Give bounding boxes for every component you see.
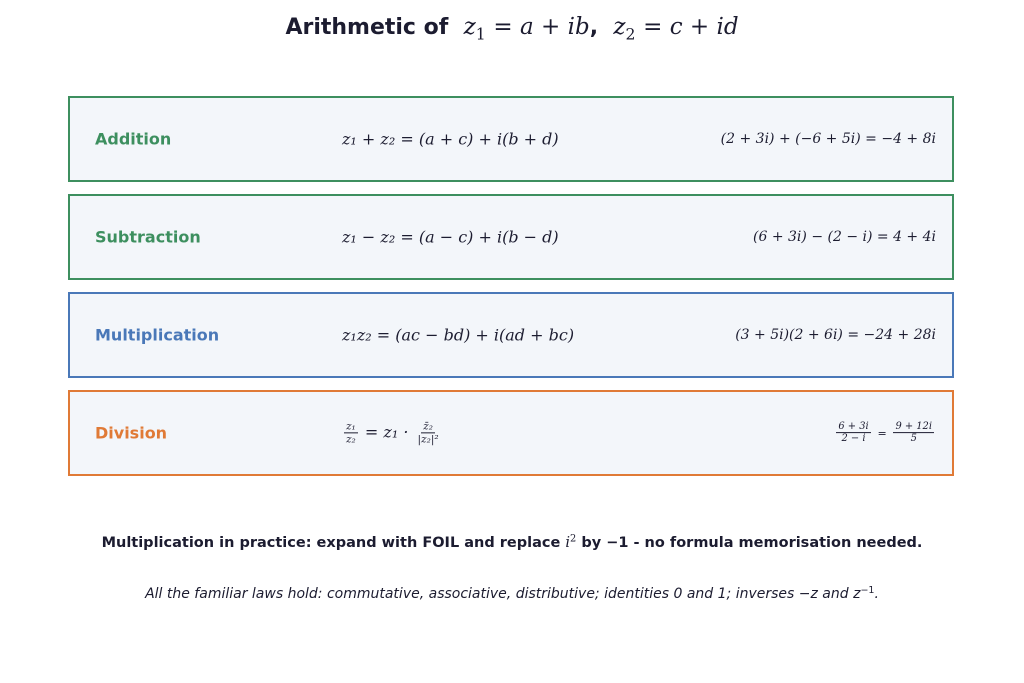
operation-formula: z₁ + z₂ = (a + c) + i(b + d) xyxy=(342,129,559,149)
title-z1-rhs: = a + ib xyxy=(493,14,590,40)
i-symbol: $i^2$ xyxy=(565,533,577,551)
example-fraction: $\frac{6 + 3i}{2 - i}$ xyxy=(838,421,869,445)
formula-fraction-conjugate: $\frac{\text{z̄₂}}{\text{|z₂|²}}$ xyxy=(417,420,439,446)
laws-note: All the familiar laws hold: commutative, associative, distributive; identities 0 and 1; inverses −z and $z^{-1}$. xyxy=(145,584,879,602)
multiplication-note: Multiplication in practice: expand with FOIL and replace $i^2$ by −1 - no formula memorisation needed. xyxy=(101,533,923,551)
operation-example: (2 + 3i) + (−6 + 5i) = −4 + 8i xyxy=(720,131,936,147)
example-fraction-result: $\frac{9 + 12i}{5}$ xyxy=(895,421,932,445)
formula-middle: = z₁ · xyxy=(364,422,409,442)
title-prefix: Arithmetic of xyxy=(285,15,449,40)
formula-fraction: $\frac{\text{z₁}}{\text{z₂}}$ xyxy=(346,420,356,446)
operation-example: (6 + 3i) − (2 − i) = 4 + 4i xyxy=(753,229,936,245)
title-z2-rhs: = c + id xyxy=(643,14,739,40)
title-z1: $z_1$ xyxy=(463,14,486,44)
addition-card xyxy=(68,96,954,182)
title-z2: $z_2$ xyxy=(613,14,636,44)
example-equals: = xyxy=(877,427,887,440)
operation-formula xyxy=(342,420,443,445)
operation-label: Division xyxy=(95,423,168,443)
title-separator: , xyxy=(589,15,599,40)
multiplication-card xyxy=(68,292,954,378)
page-title xyxy=(0,14,1024,44)
operation-label: Addition xyxy=(95,129,172,149)
operation-formula: z₁z₂ = (ac − bd) + i(ad + bc) xyxy=(342,325,575,345)
operation-example: (3 + 5i)(2 + 6i) = −24 + 28i xyxy=(735,327,936,343)
subtraction-card xyxy=(68,194,954,280)
operation-example xyxy=(834,421,936,445)
division-card xyxy=(68,390,954,476)
operation-label: Multiplication xyxy=(95,325,220,345)
operation-formula: z₁ − z₂ = (a − c) + i(b − d) xyxy=(342,227,559,247)
operation-label: Subtraction xyxy=(95,227,201,247)
